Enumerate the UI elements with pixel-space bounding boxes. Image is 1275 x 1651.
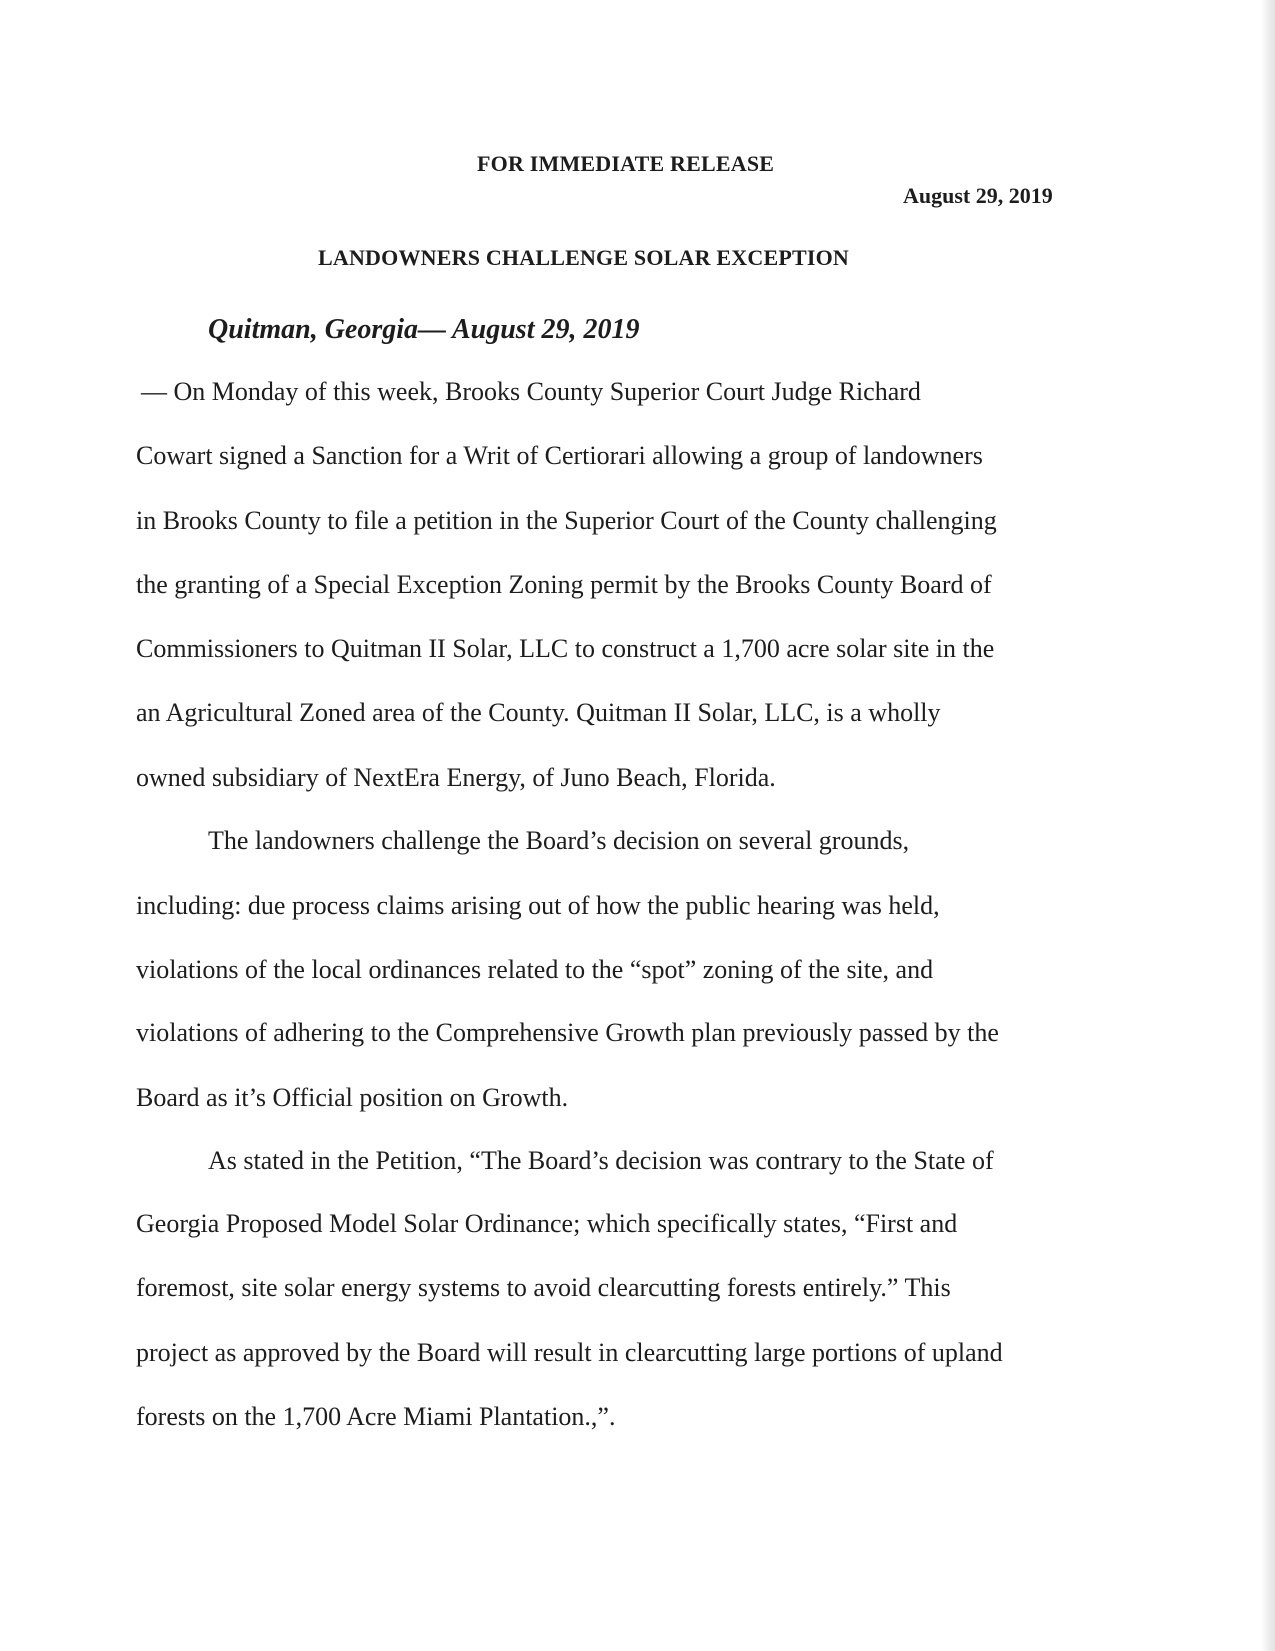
body-line: Georgia Proposed Model Solar Ordinance; which specifically states, “First and [136, 1209, 958, 1238]
release-label: FOR IMMEDIATE RELEASE [477, 151, 775, 176]
body-line: Cowart signed a Sanction for a Writ of Certiorari allowing a group of landowners [136, 441, 983, 470]
body-line: in Brooks County to file a petition in the Superior Court of the County challenging [136, 506, 997, 535]
release-date: August 29, 2019 [903, 183, 1053, 208]
body-line: As stated in the Petition, “The Board’s decision was contrary to the State of [208, 1146, 994, 1175]
body-line: — On Monday of this week, Brooks County Superior Court Judge Richard [141, 377, 921, 406]
body-line: Commissioners to Quitman II Solar, LLC to construct a 1,700 acre solar site in the [136, 634, 995, 663]
body-line: The landowners challenge the Board’s decision on several grounds, [208, 826, 910, 855]
body-line: foremost, site solar energy systems to avoid clearcutting forests entirely.” This [136, 1273, 951, 1302]
body-line: including: due process claims arising out of how the public hearing was held, [136, 891, 940, 920]
headline: LANDOWNERS CHALLENGE SOLAR EXCEPTION [318, 245, 850, 270]
body-line: violations of the local ordinances related to the “spot” zoning of the site, and [136, 955, 934, 984]
body-line: the granting of a Special Exception Zoning permit by the Brooks County Board of [136, 570, 992, 599]
body-line: forests on the 1,700 Acre Miami Plantation.,”. [136, 1402, 616, 1431]
dateline: Quitman, Georgia— August 29, 2019 [208, 314, 640, 345]
body-line: an Agricultural Zoned area of the County. Quitman II Solar, LLC, is a wholly [136, 698, 941, 727]
body-line: project as approved by the Board will result in clearcutting large portions of upland [136, 1338, 1003, 1367]
body-line: violations of adhering to the Comprehensive Growth plan previously passed by the [136, 1018, 999, 1047]
scan-edge-shadow [1261, 0, 1275, 1651]
body-line: owned subsidiary of NextEra Energy, of Juno Beach, Florida. [136, 763, 776, 792]
body-line: Board as it’s Official position on Growth. [136, 1083, 569, 1112]
